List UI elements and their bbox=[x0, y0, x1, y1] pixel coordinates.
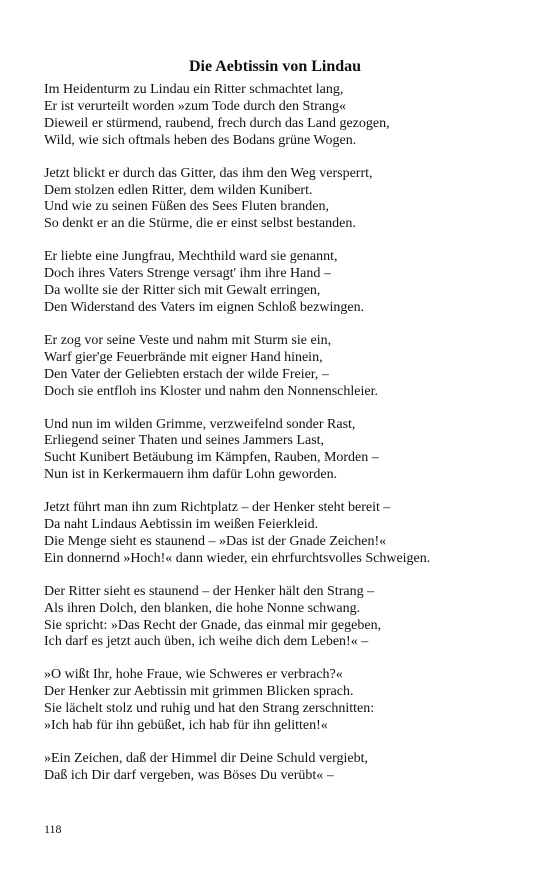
verse-line: Wild, wie sich oftmals heben des Bodans grüne Wogen. bbox=[44, 132, 357, 148]
poem-title: Die Aebtissin von Lindau bbox=[188, 58, 362, 75]
stanza bbox=[44, 667, 544, 735]
verse-line: Und nun im wilden Grimme, verzweifelnd sonder Rast, bbox=[44, 416, 356, 432]
verse-line: Jetzt führt man ihn zum Richtplatz – der Henker steht bereit – bbox=[44, 500, 391, 516]
verse-line: Ein donnernd »Hoch!« dann wieder, ein ehrfurchtsvolles Schweigen. bbox=[44, 550, 431, 566]
verse-line: Doch sie entfloh ins Kloster und nahm den Nonnenschleier. bbox=[44, 383, 378, 399]
stanza bbox=[44, 417, 544, 485]
verse-line: Der Ritter sieht es staunend – der Henker hält den Strang – bbox=[44, 583, 375, 599]
verse-line: Sie lächelt stolz und ruhig und hat den Strang zerschnitten: bbox=[44, 701, 375, 717]
verse-line: Er zog vor seine Veste und nahm mit Sturm sie ein, bbox=[44, 332, 332, 348]
verse-line: Da wollte sie der Ritter sich mit Gewalt erringen, bbox=[44, 283, 321, 299]
verse-line: Im Heidenturm zu Lindau ein Ritter schmachtet lang, bbox=[44, 82, 344, 97]
poem-body bbox=[44, 82, 544, 801]
verse-line: Der Henker zur Aebtissin mit grimmen Blicken sprach. bbox=[44, 684, 354, 700]
verse-line: Den Vater der Geliebten erstach der wilde Freier, – bbox=[44, 366, 329, 382]
verse-line: Ich darf es jetzt auch üben, ich weihe dich dem Leben!« – bbox=[44, 634, 369, 650]
verse-line: Warf gier'ge Feuerbrände mit eigner Hand hinein, bbox=[44, 349, 323, 365]
stanza bbox=[44, 82, 544, 150]
verse-line: Die Menge sieht es staunend – »Das ist der Gnade Zeichen!« bbox=[44, 533, 387, 549]
verse-line: Dem stolzen edlen Ritter, dem wilden Kunibert. bbox=[44, 182, 313, 198]
verse-line: Dieweil er stürmend, raubend, frech durch das Land gezogen, bbox=[44, 115, 390, 131]
verse-line: Sucht Kunibert Betäubung im Kämpfen, Rauben, Morden – bbox=[44, 450, 379, 466]
verse-line: Da naht Lindaus Aebtissin im weißen Feierkleid. bbox=[44, 517, 319, 533]
page-number: 118 bbox=[44, 822, 62, 836]
verse-line: »Ich hab für ihn gebüßet, ich hab für ihn gelitten!« bbox=[44, 718, 328, 734]
verse-line: Jetzt blickt er durch das Gitter, das ihm den Weg versperrt, bbox=[44, 165, 373, 181]
stanza bbox=[44, 249, 544, 317]
stanza bbox=[44, 500, 544, 568]
stanza bbox=[44, 584, 544, 652]
verse-line: Doch ihres Vaters Strenge versagt' ihm ihre Hand – bbox=[44, 266, 331, 282]
verse-line: Den Widerstand des Vaters im eignen Schloß bezwingen. bbox=[44, 299, 365, 315]
stanza bbox=[44, 166, 544, 234]
stanza bbox=[44, 333, 544, 401]
verse-line: Er ist verurteilt worden »zum Tode durch den Strang« bbox=[44, 98, 347, 114]
verse-line: »O wißt Ihr, hohe Fraue, wie Schweres er verbrach?« bbox=[44, 667, 343, 683]
stanza bbox=[44, 751, 544, 785]
verse-line: »Ein Zeichen, daß der Himmel dir Deine Schuld vergiebt, bbox=[44, 751, 368, 766]
verse-line: Daß ich Dir darf vergeben, was Böses Du verübt« – bbox=[44, 767, 334, 783]
verse-line: Als ihren Dolch, den blanken, die hohe Nonne schwang. bbox=[44, 600, 361, 616]
verse-line: Erliegend seiner Thaten und seines Jammers Last, bbox=[44, 433, 325, 449]
verse-line: Nun ist in Kerkermauern ihm dafür Lohn geworden. bbox=[44, 467, 338, 483]
verse-line: Er liebte eine Jungfrau, Mechthild ward sie genannt, bbox=[44, 249, 338, 265]
verse-line: Und wie zu seinen Füßen des Sees Fluten branden, bbox=[44, 199, 329, 215]
verse-line: Sie spricht: »Das Recht der Gnade, das einmal mir gegeben, bbox=[44, 617, 382, 633]
verse-line: So denkt er an die Stürme, die er einst selbst bestanden. bbox=[44, 216, 356, 232]
